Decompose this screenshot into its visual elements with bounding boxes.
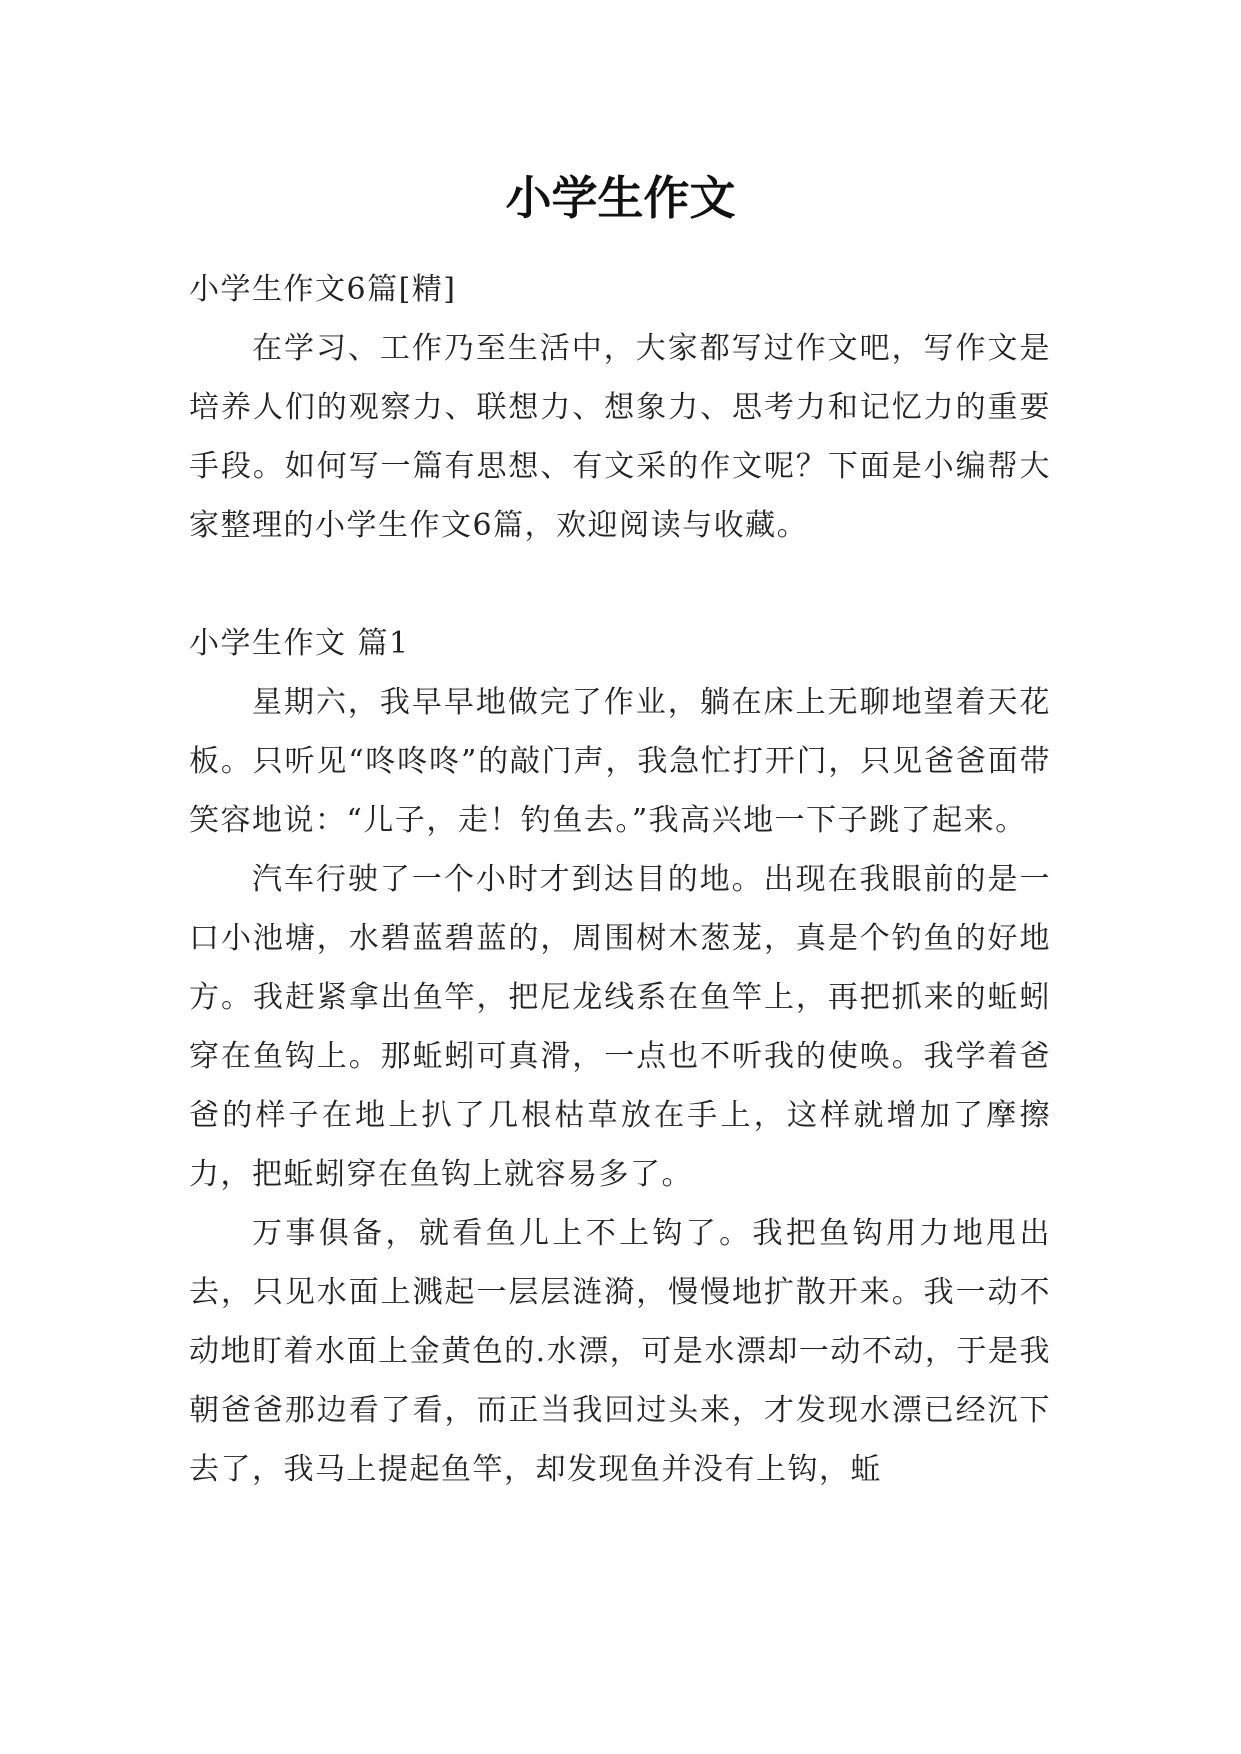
document-subtitle: 小学生作文6篇[精]: [189, 272, 457, 307]
body-paragraph: 汽车行驶了一个小时才到达目的地。出现在我眼前的是一口小池塘，水碧蓝碧蓝的，周围树木葱茏，真是个钓鱼的好地方。我赶紧拿出鱼竿，把尼龙线系在鱼竿上，再把抓来的蚯蚓穿在鱼钩上。那蚯蚓可真滑，一点也不听我的使唤。我学着爸爸的样子在地上扒了几根枯草放在手上，这样就增加了摩擦力，把蚯蚓穿在鱼钩上就容易多了。: [189, 862, 1051, 1192]
section-spacer: [189, 555, 1051, 614]
intro-paragraph: 在学习、工作乃至生活中，大家都写过作文吧，写作文是培养人们的观察力、联想力、想象力、思考力和记忆力的重要手段。如何写一篇有思想、有文采的作文呢？下面是小编帮大家整理的小学生作文6篇，欢迎阅读与收藏。: [189, 331, 1051, 543]
section-heading: 小学生作文 篇1: [189, 626, 410, 661]
body-paragraph: 万事俱备，就看鱼儿上不上钩了。我把鱼钩用力地甩出去，只见水面上溅起一层层涟漪，慢慢地扩散开来。我一动不动地盯着水面上金黄色的.水漂，可是水漂却一动不动，于是我朝爸爸那边看了看，而正当我回过头来，才发现水漂已经沉下去了，我马上提起鱼竿，却发现鱼并没有上钩，蚯: [189, 1216, 1051, 1487]
page-title: 小学生作文: [505, 170, 736, 225]
body-paragraph: 星期六，我早早地做完了作业，躺在床上无聊地望着天花板。只听见“咚咚咚”的敲门声，我急忙打开门，只见爸爸面带笑容地说：“儿子，走！钓鱼去。”我高兴地一下子跳了起来。: [189, 685, 1051, 838]
document-body: [189, 260, 1051, 1499]
